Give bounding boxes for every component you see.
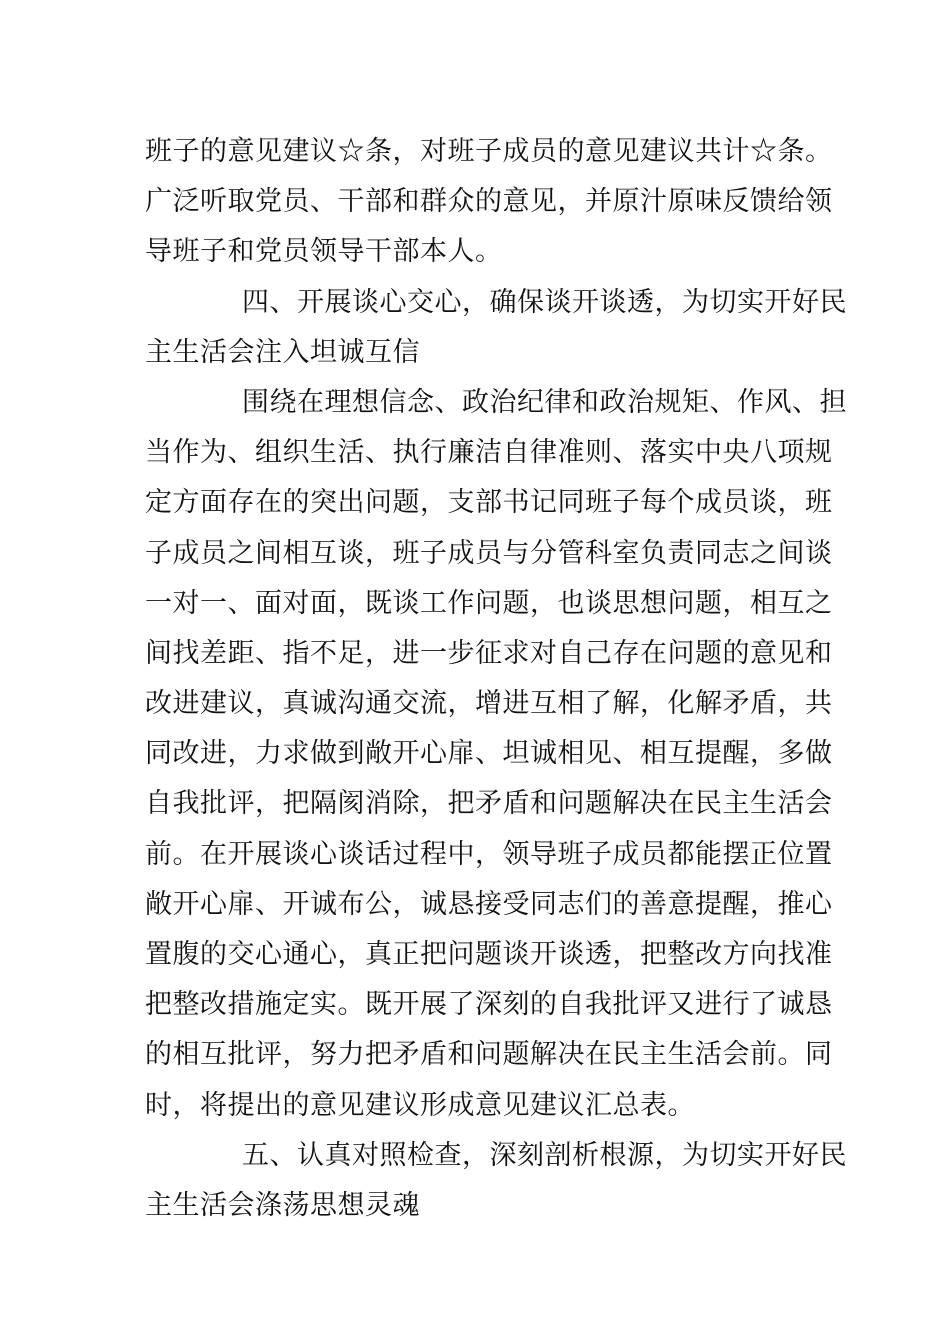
text-line: 子成员之间相互谈，班子成员与分管科室负责同志之间谈 bbox=[145, 537, 833, 569]
text-line: 置腹的交心通心，真正把问题谈开谈透，把整改方向找准 bbox=[145, 939, 833, 970]
text-line: 把整改措施定实。既开展了深刻的自我批评又进行了诚恳 bbox=[145, 989, 833, 1021]
section-heading-5: 五、认真对照检查，深刻剖析根源，为切实开好民 bbox=[242, 1139, 847, 1171]
text-line: 同改进，力求做到敞开心扉、坦诚相见、相互提醒，多做 bbox=[145, 738, 833, 770]
text-line: 前。在开展谈心谈话过程中，领导班子成员都能摆正位置 bbox=[145, 838, 833, 870]
text-line: 时，将提出的意见建议形成意见建议汇总表。 bbox=[145, 1089, 695, 1121]
text-line: 定方面存在的突出问题，支部书记同班子每个成员谈，班 bbox=[145, 487, 833, 519]
section-heading-4-continued: 主生活会注入坦诚互信 bbox=[145, 336, 420, 368]
text-line: 间找差距、指不足，进一步征求对自己存在问题的意见和 bbox=[145, 637, 833, 669]
text-line: 广泛听取党员、干部和群众的意见，并原汁原味反馈给领 bbox=[145, 186, 833, 218]
text-line: 导班子和党员领导干部本人。 bbox=[145, 236, 503, 268]
text-line: 一对一、面对面，既谈工作问题，也谈思想问题，相互之 bbox=[145, 587, 833, 619]
text-line: 改进建议，真诚沟通交流，增进互相了解，化解矛盾，共 bbox=[145, 688, 833, 720]
text-line: 自我批评，把隔阂消除，把矛盾和问题解决在民主生活会 bbox=[145, 788, 833, 820]
paragraph-start: 围绕在理想信念、政治纪律和政治规矩、作风、担 bbox=[242, 386, 847, 418]
text-line: 班子的意见建议☆条，对班子成员的意见建议共计☆条。 bbox=[145, 136, 833, 167]
document-body bbox=[145, 127, 847, 1231]
section-heading-4: 四、开展谈心交心，确保谈开谈透，为切实开好民 bbox=[242, 286, 847, 318]
text-line: 敞开心扉、开诚布公，诚恳接受同志们的善意提醒，推心 bbox=[145, 888, 833, 920]
text-line: 的相互批评，努力把矛盾和问题解决在民主生活会前。同 bbox=[145, 1039, 833, 1071]
section-heading-5-continued: 主生活会涤荡思想灵魂 bbox=[145, 1189, 420, 1221]
text-line: 当作为、组织生活、执行廉洁自律准则、落实中央八项规 bbox=[145, 437, 833, 469]
